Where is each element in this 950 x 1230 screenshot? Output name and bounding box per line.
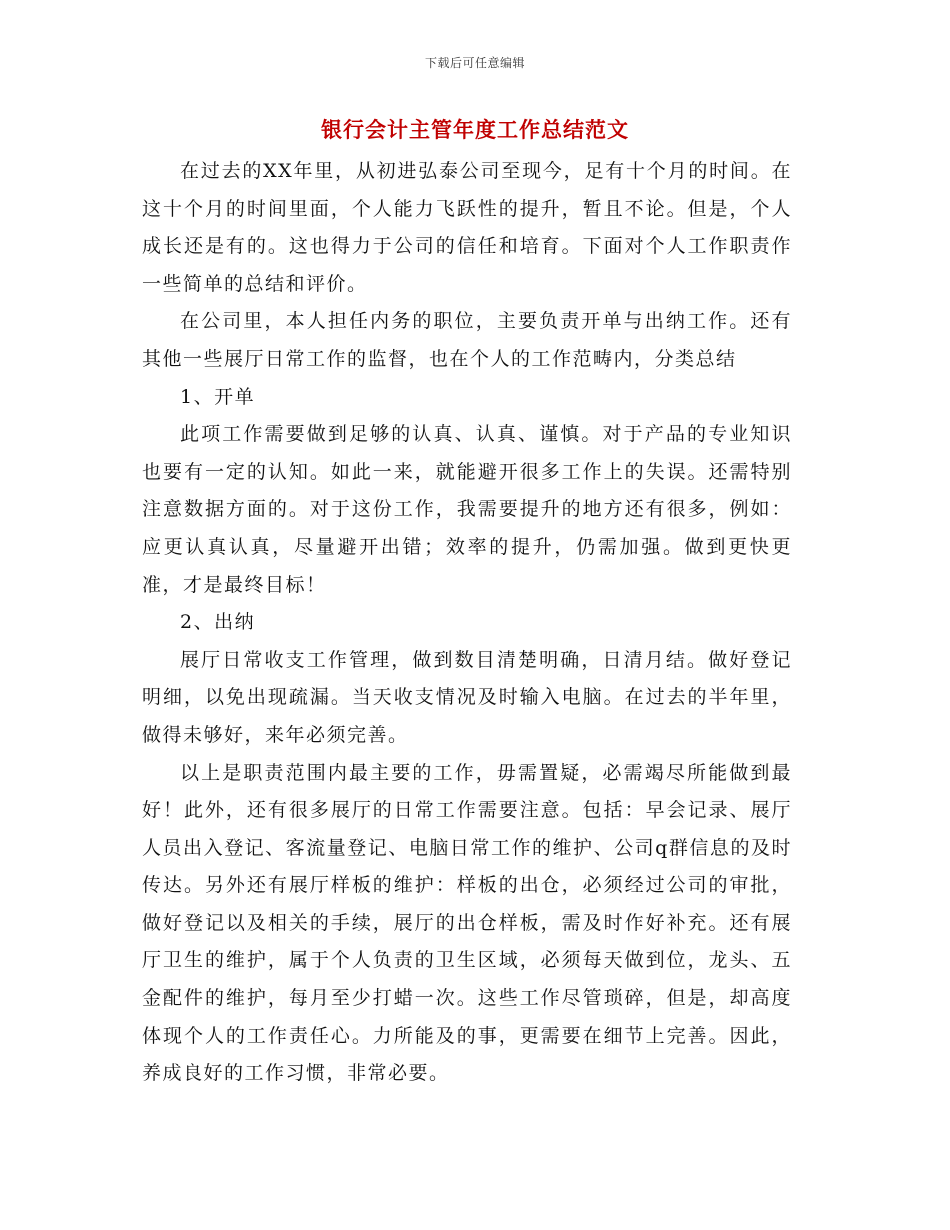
paragraph-intro: 在过去的XX年里，从初进弘泰公司至现今，足有十个月的时间。在这十个月的时间里面，个人能力飞跃性的提升，暂且不论。但是，个人成长还是有的。这也得力于公司的信任和培育。下面对个人工作职责作一些简单的总结和评价。 xyxy=(142,160,792,295)
header-note: 下载后可任意编辑 xyxy=(424,56,525,70)
paragraph-role: 在公司里，本人担任内务的职位，主要负责开单与出纳工作。还有其他一些展厅日常工作的监督，也在个人的工作范畴内，分类总结 xyxy=(142,310,792,370)
paragraph-billing: 此项工作需要做到足够的认真、认真、谨慎。对于产品的专业知识也要有一定的认知。如此一来，就能避开很多工作上的失误。还需特别注意数据方面的。对于这份工作，我需要提升的地方还有很多，例如：应更认真认真，尽量避开出错；效率的提升，仍需加强。做到更快更准，才是最终目标！ xyxy=(142,423,792,596)
document-title: 银行会计主管年度工作总结范文 xyxy=(321,117,629,142)
paragraph-cashier: 展厅日常收支工作管理，做到数目清楚明确，日清月结。做好登记明细，以免出现疏漏。当天收支情况及时输入电脑。在过去的半年里，做得未够好，来年必须完善。 xyxy=(142,648,792,746)
section-heading-billing: 1、开单 xyxy=(180,385,256,408)
section-heading-cashier: 2、出纳 xyxy=(180,611,256,634)
document-body xyxy=(142,153,792,1093)
paragraph-other-duties: 以上是职责范围内最主要的工作，毋需置疑，必需竭尽所能做到最好！此外，还有很多展厅的日常工作需要注意。包括：早会记录、展厅人员出入登记、客流量登记、电脑日常工作的维护、公司q群信息的及时传达。另外还有展厅样板的维护：样板的出仓，必须经过公司的审批，做好登记以及相关的手续，展厅的出仓样板，需及时作好补充。还有展厅卫生的维护，属于个人负责的卫生区域，必须每天做到位，龙头、五金配件的维护，每月至少打蜡一次。这些工作尽管琐碎，但是，却高度体现个人的工作责任心。力所能及的事，更需要在细节上完善。因此，养成良好的工作习惯，非常必要。 xyxy=(142,761,792,1085)
